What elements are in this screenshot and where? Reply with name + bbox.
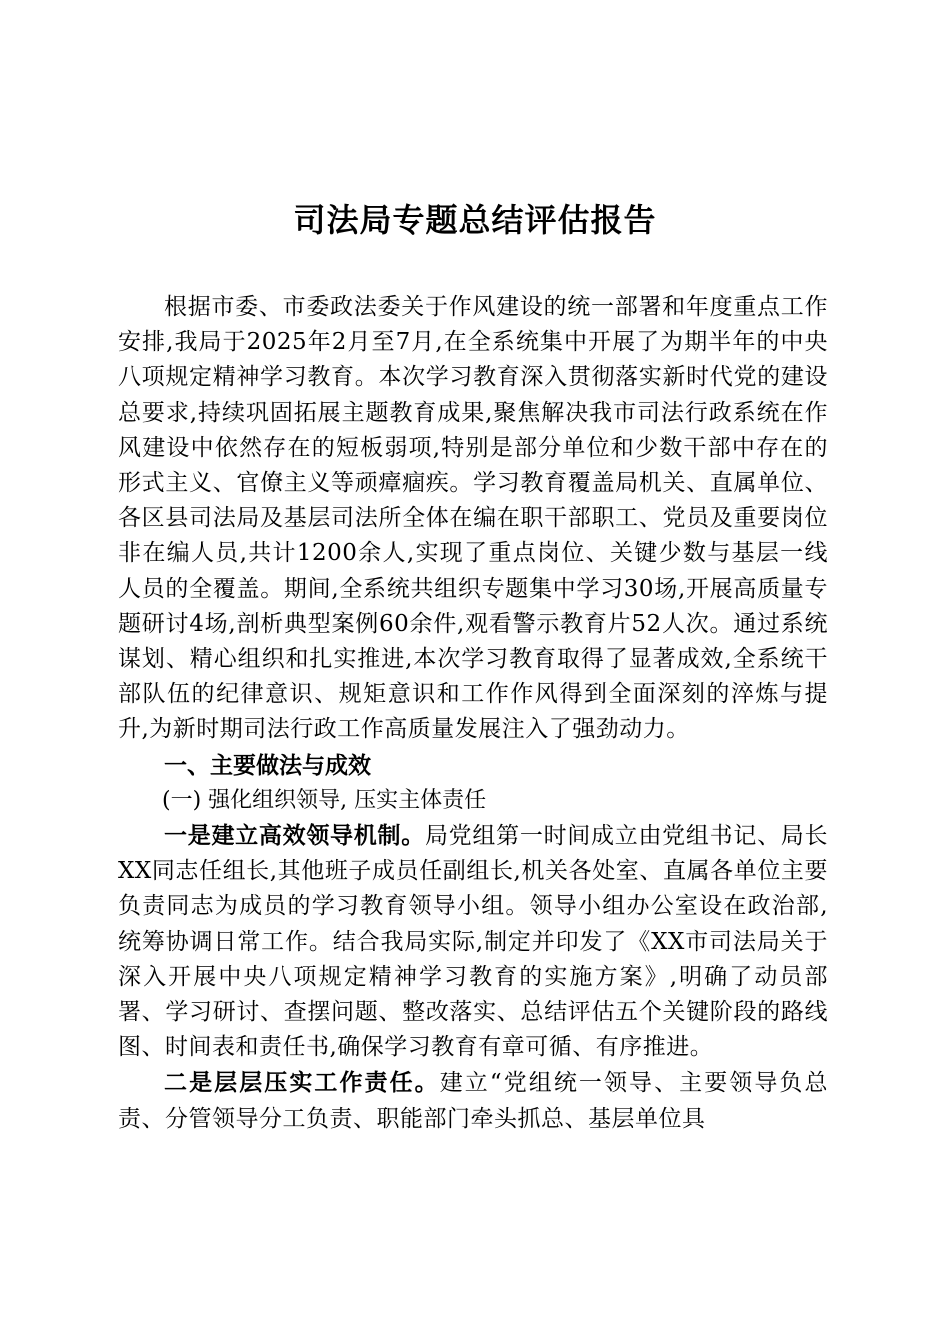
point-one-paragraph [118,818,828,1065]
document-title: 司法局专题总结评估报告 [293,201,657,239]
point-two-text: 建立“党组统一领导、主要领导负总责、分管领导分工负责、职能部门牵头抓总、基层单位具 [118,1070,828,1132]
subsection-heading-organization: (一) 强化组织领导, 压实主体责任 [162,787,487,813]
intro-paragraph: 根据市委、市委政法委关于作风建设的统一部署和年度重点工作安排,我局于2025年2月至7月,在全系统集中开展了为期半年的中央八项规定精神学习教育。本次学习教育深入贯彻落实新时代党的建设总要求,持续巩固拓展主题教育成果,聚焦解决我市司法行政系统在作风建设中依然存在的短板弱项,特别是部分单位和少数干部中存在的形式主义、官僚主义等顽瘴痼疾。学习教育覆盖局机关、直属单位、各区县司法局及基层司法所全体在编在职干部职工、党员及重要岗位非在编人员,共计1200余人,实现了重点岗位、关键少数与基层一线人员的全覆盖。期间,全系统共组织专题集中学习30场,开展高质量专题研讨4场,剖析典型案例60余件,观看警示教育片52人次。通过系统谋划、精心组织和扎实推进,本次学习教育取得了显著成效,全系统干部队伍的纪律意识、规矩意识和工作作风得到全面深刻的淬炼与提升,为新时期司法行政工作高质量发展注入了强劲动力。 [118,294,828,743]
point-two-paragraph [118,1065,828,1136]
point-two-lead: 二是层层压实工作责任。 [164,1069,440,1097]
point-one-text: 局党组第一时间成立由党组书记、局长XX同志任组长,其他班子成员任副组长,机关各处室、直属各单位主要负责同志为成员的学习教育领导小组。领导小组办公室设在政治部,统筹协调日常工作。结合我局实际,制定并印发了《XX市司法局关于深入开展中央八项规定精神学习教育的实施方案》,明确了动员部署、学习研讨、查摆问题、整改落实、总结评估五个关键阶段的路线图、时间表和责任书,确保学习教育有章可循、有序推进。 [118,823,829,1061]
point-one-lead: 一是建立高效领导机制。 [164,822,425,850]
section-heading-main-practices: 一、主要做法与成效 [164,751,371,779]
document-body [118,290,828,1137]
